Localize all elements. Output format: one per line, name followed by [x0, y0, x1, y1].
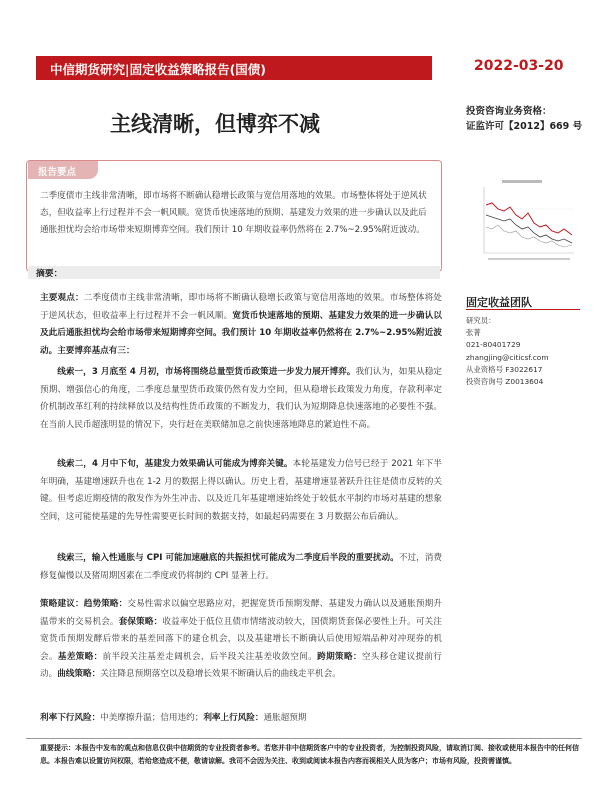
team-role: 研究员：: [466, 316, 496, 325]
strategy-calendar-text: 空头移仓建议提前行动。: [40, 651, 442, 679]
main-views-text: 二季度债市主线非常清晰，即市场将不断确认稳增长政策与宽信用落地的效果。市场整体将处于逆风状态，但收益率上行过程并不会一帆风顺。: [40, 293, 442, 321]
team-name: 张菁: [466, 328, 481, 338]
strategy-calendar-label: 跨期策略：: [317, 651, 362, 662]
main-views-emphasis: 宽货币快速落地的预期、基建发力效果的进一步确认以及此后通胀担忧均会给市场带来短期博弈空间。我们预计 10 年期收益率仍然将在 2.7%~2.95%附近波动。主要博弈基点有三：: [40, 310, 442, 356]
clue-3-text: 不过，消费修复偏慢以及猪周期因素在二季度或仍将制约 CPI 显著上行。: [40, 553, 442, 581]
strategy-trend-label: 策略建议：趋势策略：: [40, 599, 128, 609]
team-email: zhangjing@citicsf.com: [466, 352, 549, 362]
paragraph-main-views: [40, 290, 442, 360]
strategy-curve-label: 曲线策略：: [57, 669, 101, 679]
risk-up-text: 通胀超预期: [263, 713, 307, 723]
report-date: 2022-03-20: [474, 58, 564, 74]
team-cert-2: 投资咨询号 Z0013604: [466, 377, 544, 387]
abstract-label: 摘要：: [36, 269, 63, 279]
clue-3-heading: 线索三，输入性通胀与 CPI 可能加速融底的共振担忧可能成为二季度后半段的重要扰动。: [57, 553, 399, 563]
summary-tag: [28, 161, 98, 179]
report-series-title: 中信期货研究|固定收益策略报告(国债): [50, 62, 266, 77]
paragraph-strategy: [40, 596, 442, 684]
strategy-basis-text: 前半段关注基差走阔机会，后半段关注基差收敛空间。: [102, 651, 318, 662]
risk-up-label: 利率上行风险：: [203, 713, 264, 723]
risk-down-label: 利率下行风险：: [40, 713, 101, 723]
team-divider: [466, 309, 580, 310]
footer-divider: [26, 738, 582, 739]
qualification-line-2: 证监许可【2012】669 号: [466, 121, 583, 132]
qualification-block: [466, 104, 582, 134]
paragraph-clue-3: [40, 550, 442, 585]
strategy-basis-label: 基差策略：: [57, 651, 103, 662]
clue-1-text: 我们认为，如果从稳定预期、增强信心的角度，二季度总量型货币政策仍然有发力空间，但从稳增长政策发力角度，存款利率定价机制改革红利的持续释放以及结构性货币政策的不断发力，我们认为短期降息快速落地的必要性不强。在当前人民币超涨明显的情况下，央行赶在美联储加息之前快速落地降息的紧迫性不高。: [40, 367, 442, 430]
team-info: [466, 315, 549, 388]
clue-2-heading: 线索二，4 月中下旬，基建发力效果确认可能成为博弈关键。: [57, 459, 293, 469]
paragraph-clue-2: [40, 456, 442, 526]
summary-tag-label: 报告要点: [38, 167, 77, 178]
strategy-curve-text: 关注降息预期落空以及稳增长效果不断确认后的曲线走平机会。: [100, 669, 341, 679]
team-title: 固定收益团队: [466, 296, 532, 309]
clue-2-text: 本轮基建发力信号已经于 2021 年下半年明确，基建增速跃升也在 1-2 月的数据上得以确认。历史上看，基建增速显著跃升往往是债市反转的关键。但考虑近期疫情的散发作为外生冲击、以及近几年基建增速始终处于较低水平制约市场对基建的想象空间，这可能使基建的先导性需要更长时间的数据支持，如最起码需要在 3 月数据公布后确认。: [40, 459, 442, 522]
mini-chart-thumbnail: [470, 175, 578, 267]
page-title: 主线清晰，但博弈不减: [110, 112, 320, 136]
paragraph-clue-1: [40, 364, 442, 434]
strategy-hedge-label: 套保策略：: [118, 616, 163, 627]
footer-disclaimer: 重要提示：本报告中发布的观点和信息仅供中信期货的专业投资者参考。若您并非中信期货客户中的专业投资者，为控制投资风险，请取消订阅、接收或使用本报告中的任何信息。本报告难以设置访问权限，若给您造成不便，敬请谅解。我司不会因为关注、收到或阅读本报告内容而视相关人员为客户；市场有风险，投资需谨慎。: [40, 744, 579, 765]
header-banner: [36, 56, 432, 80]
abstract-bar: [28, 266, 440, 279]
team-phone: 021-80401729: [466, 340, 521, 350]
paragraph-risks: [40, 710, 442, 728]
strategy-trend-text: 交易性需求以偏空思路应对，把握宽货币预期发酵、基建发力确认以及通胀预期升温带来的交易机会。: [40, 599, 442, 627]
summary-text: 二季度债市主线非常清晰，即市场将不断确认稳增长政策与宽信用落地的效果。市场整体将处于逆风状态，但收益率上行过程并不会一帆风顺。宽货币快速落地的预期、基建发力效果的进一步确认以及此后通胀担忧均会给市场带来短期博弈空间。我们预计 10 年期收益率仍然将在 2.7%~2.95%附近波动。: [40, 191, 427, 235]
risk-down-text: 中美摩擦升温；信用违约；: [100, 713, 204, 723]
strategy-hedge-text: 收益率处于低位且债市情绪波动较大，国债期货套保必要性上升。可关注宽货币预期发酵后带来的基差回落下的建仓机会，以及基建增长不断确认后使用短端品种对冲现券的机会。: [40, 616, 442, 662]
team-cert-1: 从业资格号 F3022617: [466, 364, 543, 374]
clue-1-heading: 线索一，3 月底至 4 月初，市场将围绕总量型货币政策进一步发力展开博弈。: [57, 367, 356, 377]
main-views-label: 主要观点：: [40, 293, 84, 303]
qualification-line-1: 投资咨询业务资格：: [466, 106, 552, 117]
